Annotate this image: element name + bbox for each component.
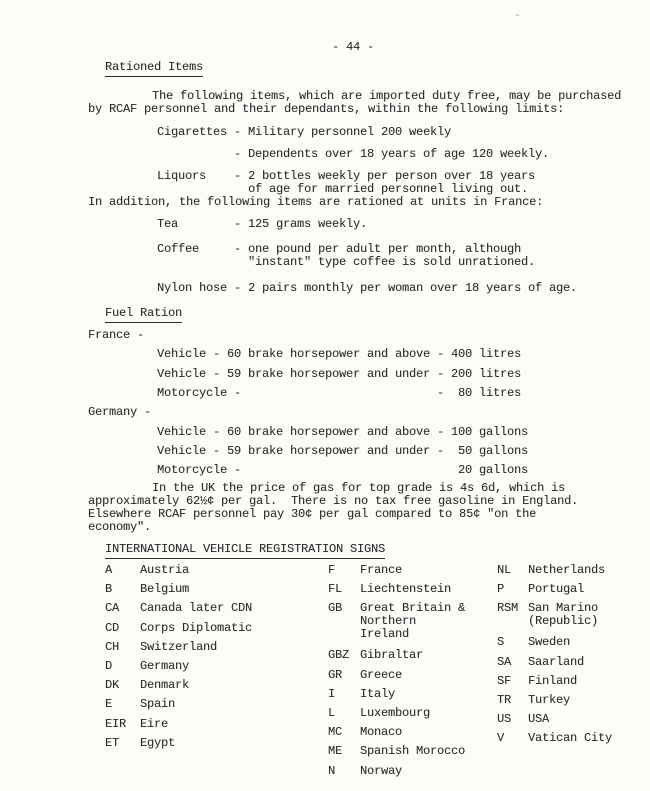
country-name: Great Britain & Northern Ireland	[360, 601, 466, 642]
registration-entry	[328, 745, 472, 758]
registration-column-3	[497, 564, 618, 752]
registration-entry	[497, 602, 618, 628]
in-addition-note: In addition, the following items are rationed at units in France:	[88, 195, 544, 209]
registration-entry	[105, 602, 270, 615]
registration-signs-heading: INTERNATIONAL VEHICLE REGISTRATION SIGNS	[105, 543, 385, 559]
country-code: L	[328, 705, 336, 720]
country-name: Spain	[140, 697, 176, 712]
country-code: N	[328, 763, 336, 778]
registration-entry	[497, 636, 618, 649]
registration-column-2	[328, 564, 472, 784]
country-name: France	[360, 563, 403, 577]
fuel-row-germany-vehicle-above: Vehicle - 60 brake horsepower and above - 100 gallons	[157, 425, 529, 439]
registration-entry	[105, 737, 270, 750]
country-name: Italy	[360, 686, 396, 701]
country-code: CD	[105, 620, 120, 635]
item-label: Liquors	[157, 169, 207, 183]
registration-entry	[105, 583, 270, 596]
fuel-ration-heading: Fuel Ration	[105, 307, 182, 323]
registration-entry	[497, 732, 618, 745]
france-label: France -	[88, 328, 145, 342]
registration-entry	[105, 698, 270, 711]
country-code: SA	[497, 654, 512, 669]
registration-column-1	[105, 564, 270, 756]
country-code: NL	[497, 563, 512, 577]
country-code: GBZ	[328, 648, 350, 663]
registration-entry	[328, 765, 472, 778]
country-name: Canada later CDN	[140, 601, 253, 616]
registration-entry	[497, 656, 618, 669]
country-code: CH	[105, 639, 120, 654]
country-code: DK	[105, 678, 120, 693]
country-name: Liechtenstein	[360, 582, 452, 597]
item-text: - 125 grams weekly.	[234, 217, 368, 231]
country-name: Greece	[360, 667, 403, 682]
country-name: Portugal	[528, 582, 585, 597]
scan-speck	[516, 14, 519, 16]
country-name: Austria	[140, 563, 190, 577]
country-code: GR	[328, 667, 343, 682]
registration-entry	[105, 718, 270, 731]
item-label: Nylon hose	[157, 281, 228, 295]
country-code: ET	[105, 735, 120, 750]
item-text: - 2 pairs monthly per woman over 18 years of age.	[234, 281, 578, 295]
country-name: Luxembourg	[360, 705, 431, 720]
registration-entry	[105, 660, 270, 673]
registration-entry	[105, 564, 270, 577]
registration-entry	[497, 713, 618, 726]
country-code: E	[105, 697, 113, 712]
country-code: P	[497, 582, 505, 597]
registration-entry	[328, 583, 472, 596]
country-name: Denmark	[140, 678, 190, 693]
registration-entry	[328, 564, 472, 577]
registration-entry	[328, 649, 472, 662]
country-code: B	[105, 582, 113, 597]
country-code: MC	[328, 725, 343, 740]
country-name: Saarland	[528, 654, 585, 669]
registration-entry	[497, 694, 618, 707]
country-name: Netherlands	[528, 563, 606, 577]
registration-entry	[105, 622, 270, 635]
registration-entry	[328, 688, 472, 701]
item-text: - Dependents over 18 years of age 120 weekly.	[234, 147, 550, 161]
rationed-items-heading: Rationed Items	[105, 61, 203, 77]
registration-entry	[328, 726, 472, 739]
item-text: - 2 bottles weekly per person over 18 years	[234, 169, 536, 183]
registration-entry	[328, 602, 472, 641]
registration-entry	[105, 641, 270, 654]
item-label: Coffee	[157, 242, 200, 256]
item-text: - one pound per adult per month, although	[234, 242, 522, 256]
country-code: ME	[328, 744, 343, 759]
country-code: I	[328, 686, 336, 701]
country-code: A	[105, 563, 113, 577]
country-name: Egypt	[140, 735, 176, 750]
country-code: FL	[328, 582, 343, 597]
item-label: Tea	[157, 217, 179, 231]
country-code: US	[497, 712, 512, 727]
country-name: Germany	[140, 658, 190, 673]
country-code: D	[105, 658, 113, 673]
germany-label: Germany -	[88, 405, 152, 419]
country-name: San Marino (Republic)	[528, 601, 599, 629]
country-name: Monaco	[360, 725, 403, 740]
uk-note-line-4: economy".	[88, 520, 152, 534]
country-code: SF	[497, 673, 512, 688]
uk-note-line-1: In the UK the price of gas for top grade is 4s 6d, which is	[152, 481, 566, 495]
country-name: Sweden	[528, 635, 571, 650]
uk-note-line-2: approximately 62½¢ per gal. There is no tax free gasoline in England.	[88, 494, 579, 508]
country-name: Spanish Morocco	[360, 744, 466, 759]
country-name: Finland	[528, 673, 578, 688]
country-code: RSM	[497, 601, 519, 616]
fuel-row-france-vehicle-under: Vehicle - 59 brake horsepower and under - 200 litres	[157, 367, 522, 381]
country-name: Vatican City	[528, 731, 613, 746]
country-code: F	[328, 563, 336, 577]
uk-note-line-3: Elsewhere RCAF personnel pay 30¢ per gal compared to 85¢ "on the	[88, 507, 537, 521]
country-name: USA	[528, 712, 550, 727]
fuel-row-germany-motorcycle: Motorcycle - 20 gallons	[157, 463, 529, 477]
registration-entry	[328, 669, 472, 682]
country-code: GB	[328, 601, 343, 616]
country-name: Norway	[360, 763, 403, 778]
fuel-row-germany-vehicle-under: Vehicle - 59 brake horsepower and under - 50 gallons	[157, 444, 529, 458]
country-code: CA	[105, 601, 120, 616]
country-name: Corps Diplomatic	[140, 620, 253, 635]
country-name: Turkey	[528, 692, 571, 707]
country-name: Switzerland	[140, 639, 218, 654]
registration-entry	[328, 707, 472, 720]
fuel-row-france-motorcycle: Motorcycle - - 80 litres	[157, 386, 522, 400]
country-code: TR	[497, 692, 512, 707]
registration-entry	[497, 583, 618, 596]
country-code: EIR	[105, 716, 127, 731]
intro-line-2: by RCAF personnel and their dependants, within the following limits:	[88, 102, 565, 116]
country-name: Belgium	[140, 582, 190, 597]
fuel-row-france-vehicle-above: Vehicle - 60 brake horsepower and above - 400 litres	[157, 347, 522, 361]
registration-entry	[105, 679, 270, 692]
registration-entry	[497, 564, 618, 577]
country-code: V	[497, 731, 505, 746]
intro-line-1: The following items, which are imported duty free, may be purchased	[152, 89, 622, 103]
country-code: S	[497, 635, 505, 650]
registration-entry	[497, 675, 618, 688]
item-text: "instant" type coffee is sold unrationed.	[234, 255, 536, 269]
page-number: - 44 -	[332, 40, 375, 54]
country-name: Gibraltar	[360, 648, 424, 663]
country-name: Eire	[140, 716, 169, 731]
item-text: of age for married personnel living out.	[234, 182, 529, 196]
item-label: Cigarettes	[157, 125, 228, 139]
item-text: - Military personnel 200 weekly	[234, 125, 452, 139]
